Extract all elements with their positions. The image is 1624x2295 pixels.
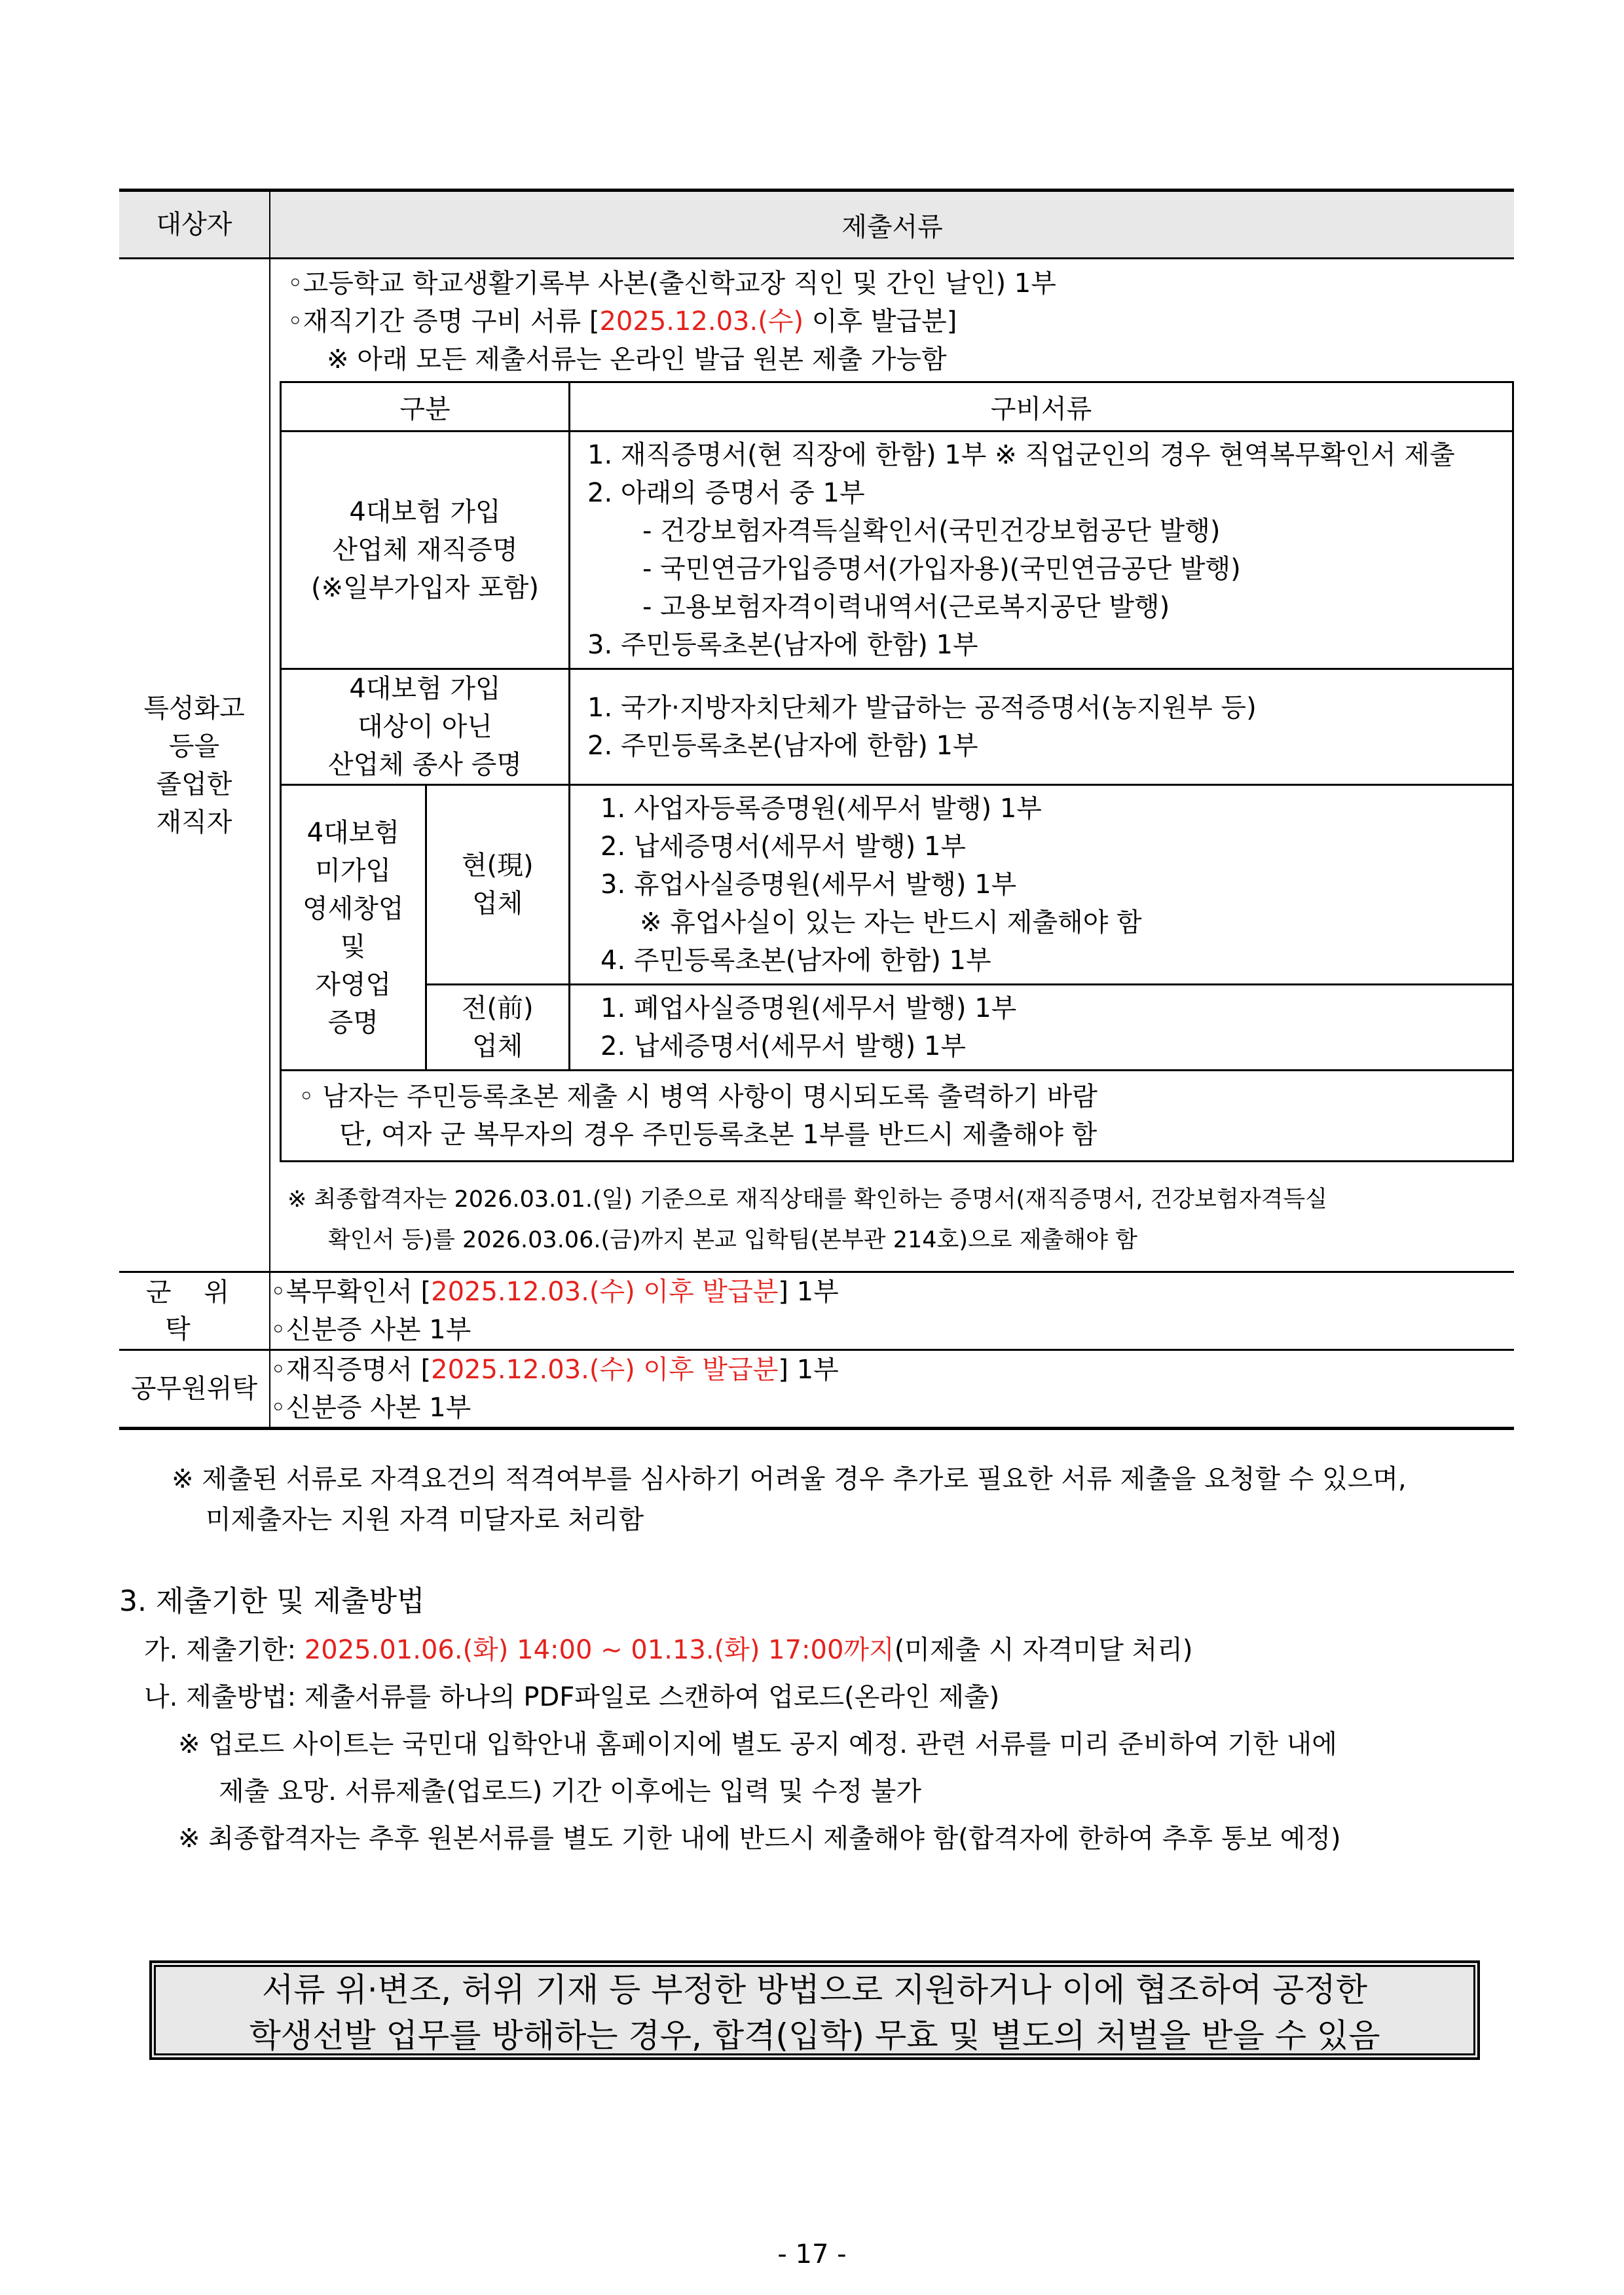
doc-item: 1. 사업자등록증명원(세무서 발행) 1부 <box>600 794 1042 824</box>
target-military: 군위탁 <box>119 1272 270 1350</box>
doc-item: 3. 휴업사실증명원(세무서 발행) 1부 <box>600 870 1017 900</box>
insured-category: 4대보험 가입 산업체 재직증명 (※일부가입자 포함) <box>281 431 570 669</box>
id-copy-item: ◦신분증 사본 1부 <box>270 1393 471 1423</box>
final-applicant-note: ※ 최종합격자는 2026.03.01.(일) 기준으로 재직상태를 확인하는 증명서(재직증명서, 건강보험자격득실 확인서 등)를 2026.03.06.(금)까지 본교 입학팀(본부관 214호)으로 제출해야 함 <box>287 1186 1327 1253</box>
section-title: 3. 제출기한 및 제출방법 <box>119 1585 425 1618</box>
online-issue-note: ※ 아래 모든 제출서류는 온라인 발급 원본 제출 가능함 <box>327 344 947 375</box>
uninsured-category: 4대보험 미가입 영세창업 및 자영업 증명 <box>281 785 426 1071</box>
target-civil-servant: 공무원위탁 <box>119 1350 270 1429</box>
military-documents <box>270 1272 1514 1350</box>
not-covered-row <box>281 669 1513 785</box>
special-grad-documents <box>270 259 1514 1272</box>
civil-servant-documents <box>270 1350 1514 1429</box>
method-line: 나. 제출방법: 제출서류를 하나의 PDF파일로 스캔하여 업로드(온라인 제출) <box>144 1682 1000 1712</box>
military-row <box>119 1272 1514 1350</box>
upload-notice: ※ 업로드 사이트는 국민대 입학안내 홈페이지에 별도 공지 예정. 관련 서류를 미리 준비하여 기한 내에 제출 요망. 서류제출(업로드) 기간 이후에는 입력 및 수정 불가 ※ 최종합격자는 추후 원본서류를 별도 기한 내에 반드시 제출해야 함(합격자에 한하여 추후 통보 예정) <box>178 1729 1341 1854</box>
target-special-grad: 특성화고 등을 졸업한 재직자 <box>119 259 270 1272</box>
doc-item: ※ 휴업사실이 있는 자는 반드시 제출해야 함 <box>640 908 1142 938</box>
doc-item: 1. 폐업사실증명원(세무서 발행) 1부 <box>600 993 1017 1023</box>
fraud-warning-box: 서류 위·변조, 허위 기재 등 부정한 방법으로 지원하거나 이에 협조하여 공정한 학생선발 업무를 방해하는 경우, 합격(입학) 무효 및 별도의 처벌을 받을 수 있음 <box>149 1960 1480 2060</box>
employment-certificate-item: ◦재직증명서 [2025.12.03.(수) 이후 발급분] 1부 <box>270 1355 839 1385</box>
page-number: - 17 - <box>777 2239 847 2269</box>
doc-item: - 국민연금가입증명서(가입자용)(국민연금공단 발행) <box>642 554 1241 584</box>
special-grad-row <box>119 259 1514 1272</box>
header-documents: 제출서류 <box>270 191 1514 259</box>
doc-item: 1. 재직증명서(현 직장에 한함) 1부 ※ 직업군인의 경우 현역복무확인서 제출 <box>587 440 1455 470</box>
additional-documents-notice: ※ 제출된 서류로 자격요건의 적격여부를 심사하기 어려울 경우 추가로 필요한 서류 제출을 요청할 수 있으며, 미제출자는 지원 자격 미달자로 처리함 <box>172 1464 1407 1535</box>
inner-header-docs: 구비서류 <box>570 382 1513 431</box>
doc-item: 2. 납세증명서(세무서 발행) 1부 <box>600 832 967 862</box>
employment-proof-item: ◦재직기간 증명 구비 서류 [2025.12.03.(수) 이후 발급분] <box>287 306 957 337</box>
header-target: 대상자 <box>119 191 270 259</box>
uninsured-former-row <box>281 985 1513 1071</box>
table-header-row <box>119 191 1514 259</box>
service-confirmation-item: ◦복무확인서 [2025.12.03.(수) 이후 발급분] 1부 <box>270 1277 839 1307</box>
insured-row <box>281 431 1513 669</box>
doc-item: 2. 아래의 증명서 중 1부 <box>587 478 865 508</box>
id-copy-item: ◦신분증 사본 1부 <box>270 1315 471 1345</box>
former-business-docs <box>570 985 1513 1071</box>
not-covered-category: 4대보험 가입 대상이 아닌 산업체 종사 증명 <box>281 669 570 785</box>
proof-documents-table <box>280 381 1514 1162</box>
doc-item: 3. 주민등록초본(남자에 한함) 1부 <box>587 630 978 660</box>
uninsured-current-row <box>281 785 1513 985</box>
doc-item: 1. 국가·지방자치단체가 발급하는 공적증명서(농지원부 등) <box>587 693 1257 723</box>
doc-item: 2. 주민등록초본(남자에 한함) 1부 <box>587 731 978 761</box>
insured-docs <box>570 431 1513 669</box>
not-covered-docs <box>570 669 1513 785</box>
doc-item: - 고용보험자격이력내역서(근로복지공단 발행) <box>642 592 1170 622</box>
deadline-line: 가. 제출기한: 2025.01.06.(화) 14:00 ~ 01.13.(화) 17:00까지(미제출 시 자격미달 처리) <box>144 1635 1193 1665</box>
doc-item: 4. 주민등록초본(남자에 한함) 1부 <box>600 946 991 976</box>
doc-item: - 건강보험자격득실확인서(국민건강보험공단 발행) <box>642 516 1221 546</box>
current-business-docs <box>570 785 1513 985</box>
documents-table <box>119 189 1514 1430</box>
inner-note-row <box>281 1071 1513 1162</box>
doc-item: 2. 납세증명서(세무서 발행) 1부 <box>600 1031 967 1061</box>
civil-servant-row <box>119 1350 1514 1429</box>
inner-header-category: 구분 <box>281 382 570 431</box>
post-table-content <box>119 1459 1514 1862</box>
military-record-note: ◦ 남자는 주민등록초본 제출 시 병역 사항이 명시되도록 출력하기 바람 단, 여자 군 복무자의 경우 주민등록초본 1부를 반드시 제출해야 함 <box>281 1071 1513 1162</box>
former-business-label: 전(前) 업체 <box>426 985 570 1071</box>
record-copy-item: ◦고등학교 학교생활기록부 사본(출신학교장 직인 및 간인 날인) 1부 <box>287 268 1056 299</box>
current-business-label: 현(現) 업체 <box>426 785 570 985</box>
